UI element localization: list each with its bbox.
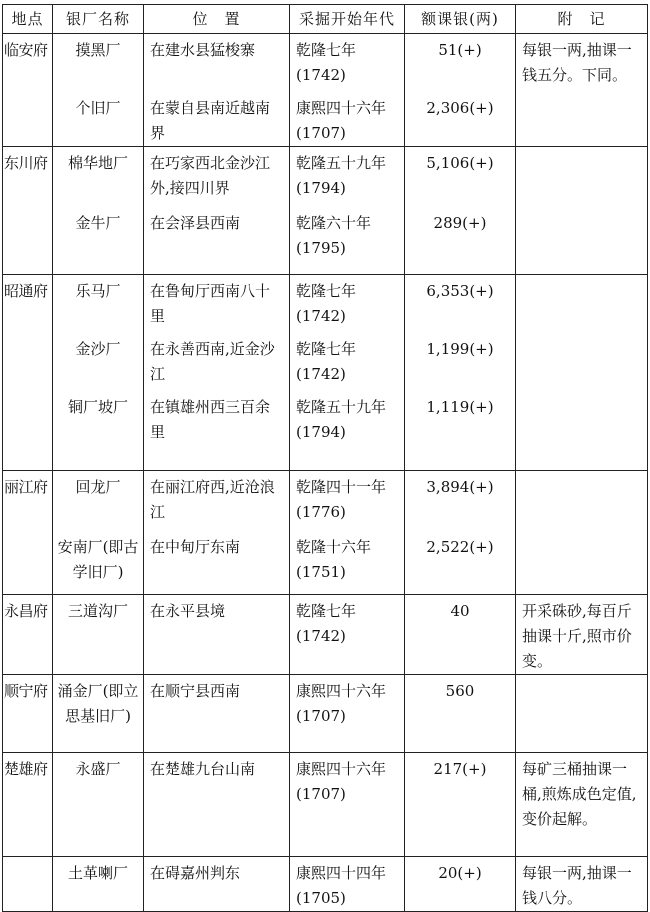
mine-name: 土革喇厂 <box>67 864 128 882</box>
mine-name-cell <box>53 753 144 857</box>
region-name: 昭通府 <box>3 275 53 471</box>
tax-amount: 6,353(+) <box>426 282 494 300</box>
tax-amount-cell <box>405 147 516 275</box>
region-row <box>3 595 648 675</box>
tax-amount-cell <box>405 675 516 753</box>
start-year: 康熙四十六年(1707) <box>296 682 387 725</box>
region-name: 楚雄府 <box>3 753 53 857</box>
mine-name: 永盛厂 <box>75 760 121 778</box>
location-text: 在永善西南,近金沙江 <box>150 340 275 383</box>
header-mine-name: 银厂名称 <box>53 5 144 34</box>
tax-amount: 560 <box>445 682 475 700</box>
start-year-cell <box>290 675 405 753</box>
tax-amount-cell <box>405 753 516 857</box>
mine-name-cell <box>53 857 144 912</box>
start-year: 乾隆六十年(1795) <box>296 214 372 257</box>
note-text <box>516 337 647 387</box>
mine-name: 三道沟厂 <box>67 602 128 620</box>
start-year: 康熙四十六年(1707) <box>296 99 387 142</box>
start-year: 乾隆七年(1742) <box>296 282 357 325</box>
start-year: 乾隆十六年(1751) <box>296 538 372 581</box>
note-text <box>516 96 647 146</box>
start-year-cell <box>290 147 405 275</box>
note-text <box>516 475 647 525</box>
tax-amount: 51(+) <box>438 41 482 59</box>
start-year: 乾隆五十九年(1794) <box>296 154 387 197</box>
location-text: 在中甸厅东南 <box>150 538 241 556</box>
location-text: 在巧家西北金沙江外,接四川界 <box>150 154 271 197</box>
tax-amount-cell <box>405 595 516 675</box>
header-row <box>3 5 648 34</box>
note-text-cell <box>516 471 648 595</box>
mine-name: 安南厂(即古学旧厂) <box>57 538 139 581</box>
note-text <box>516 679 647 729</box>
start-year-cell <box>290 34 405 147</box>
mine-name: 涌金厂(即立思基旧厂) <box>57 682 139 725</box>
mine-name: 金牛厂 <box>75 214 121 232</box>
location-text: 在顺宁县西南 <box>150 682 241 700</box>
note-text <box>516 535 647 585</box>
location-text: 在蒙自县南近越南界 <box>150 99 271 142</box>
header-start-year: 采掘开始年代 <box>290 5 405 34</box>
note-text <box>516 395 647 445</box>
location-text: 在楚雄九台山南 <box>150 760 256 778</box>
tax-amount: 289(+) <box>433 214 487 232</box>
note-text <box>516 211 647 261</box>
region-row <box>3 147 648 275</box>
tax-amount: 2,306(+) <box>426 99 494 117</box>
note-text-cell <box>516 753 648 857</box>
location-text-cell <box>144 857 290 912</box>
start-year: 乾隆七年(1742) <box>296 340 357 383</box>
mine-name: 个旧厂 <box>75 99 121 117</box>
region-row <box>3 34 648 147</box>
location-text-cell <box>144 675 290 753</box>
mine-name-cell <box>53 471 144 595</box>
tax-amount: 1,199(+) <box>426 340 494 358</box>
tax-amount: 5,106(+) <box>426 154 494 172</box>
mine-name: 金沙厂 <box>75 340 121 358</box>
note-text: 开采硃砂,每百斤抽课十斤,照市价变。 <box>522 602 632 670</box>
mine-name-cell <box>53 275 144 471</box>
region-name: 临安府 <box>3 34 53 147</box>
location-text: 在建水县猛梭寨 <box>150 41 256 59</box>
start-year: 乾隆五十九年(1794) <box>296 398 387 441</box>
location-text: 在永平县境 <box>150 602 226 620</box>
start-year: 乾隆七年(1742) <box>296 41 357 84</box>
start-year-cell <box>290 471 405 595</box>
location-text: 在碍嘉州判东 <box>150 864 241 882</box>
start-year-cell <box>290 595 405 675</box>
tax-amount: 40 <box>450 602 470 620</box>
silver-mine-table <box>2 4 648 912</box>
tax-amount-cell <box>405 34 516 147</box>
region-row <box>3 471 648 595</box>
location-text-cell <box>144 595 290 675</box>
header-note: 附 记 <box>516 5 648 34</box>
note-text <box>516 151 647 201</box>
note-text: 每银一两,抽课一钱八分。 <box>522 864 632 907</box>
start-year: 乾隆四十一年(1776) <box>296 478 387 521</box>
tax-amount-cell <box>405 857 516 912</box>
mine-name: 摸黑厂 <box>75 41 121 59</box>
start-year: 康熙四十四年(1705) <box>296 864 387 907</box>
region-row <box>3 675 648 753</box>
location-text: 在镇雄州西三百余里 <box>150 398 271 441</box>
location-text-cell <box>144 471 290 595</box>
mine-name-cell <box>53 34 144 147</box>
note-text-cell <box>516 595 648 675</box>
mine-name-cell <box>53 147 144 275</box>
location-text-cell <box>144 34 290 147</box>
location-text: 在丽江府西,近沧浪江 <box>150 478 275 521</box>
region-row <box>3 275 648 471</box>
region-row <box>3 857 648 912</box>
note-text-cell <box>516 34 648 147</box>
mine-name: 回龙厂 <box>75 478 121 496</box>
tax-amount: 20(+) <box>438 864 482 882</box>
location-text: 在鲁甸厅西南八十里 <box>150 282 271 325</box>
header-location: 位 置 <box>144 5 290 34</box>
mine-name: 乐马厂 <box>75 282 121 300</box>
region-name: 永昌府 <box>3 595 53 675</box>
start-year-cell <box>290 857 405 912</box>
tax-amount-cell <box>405 471 516 595</box>
tax-amount: 2,522(+) <box>426 538 494 556</box>
header-place: 地点 <box>3 5 53 34</box>
note-text-cell <box>516 147 648 275</box>
tax-amount-cell <box>405 275 516 471</box>
header-tax-silver: 额课银(两) <box>405 5 516 34</box>
region-name: 丽江府 <box>3 471 53 595</box>
location-text-cell <box>144 275 290 471</box>
note-text: 每矿三桶抽课一桶,煎炼成色定值,变价起解。 <box>522 760 637 828</box>
start-year: 乾隆七年(1742) <box>296 602 357 645</box>
mine-name-cell <box>53 675 144 753</box>
start-year: 康熙四十六年(1707) <box>296 760 387 803</box>
note-text <box>516 279 647 329</box>
region-name <box>3 857 53 912</box>
tax-amount: 3,894(+) <box>426 478 494 496</box>
region-name: 顺宁府 <box>3 675 53 753</box>
region-row <box>3 753 648 857</box>
location-text-cell <box>144 147 290 275</box>
tax-amount: 1,119(+) <box>426 398 494 416</box>
region-name: 东川府 <box>3 147 53 275</box>
mine-name-cell <box>53 595 144 675</box>
note-text: 每银一两,抽课一钱五分。下同。 <box>522 41 632 84</box>
note-text-cell <box>516 275 648 471</box>
note-text-cell <box>516 857 648 912</box>
tax-amount: 217(+) <box>433 760 487 778</box>
start-year-cell <box>290 753 405 857</box>
note-text-cell <box>516 675 648 753</box>
mine-name: 铜厂坡厂 <box>67 398 128 416</box>
start-year-cell <box>290 275 405 471</box>
location-text-cell <box>144 753 290 857</box>
mine-name: 棉华地厂 <box>67 154 128 172</box>
location-text: 在会泽县西南 <box>150 214 241 232</box>
